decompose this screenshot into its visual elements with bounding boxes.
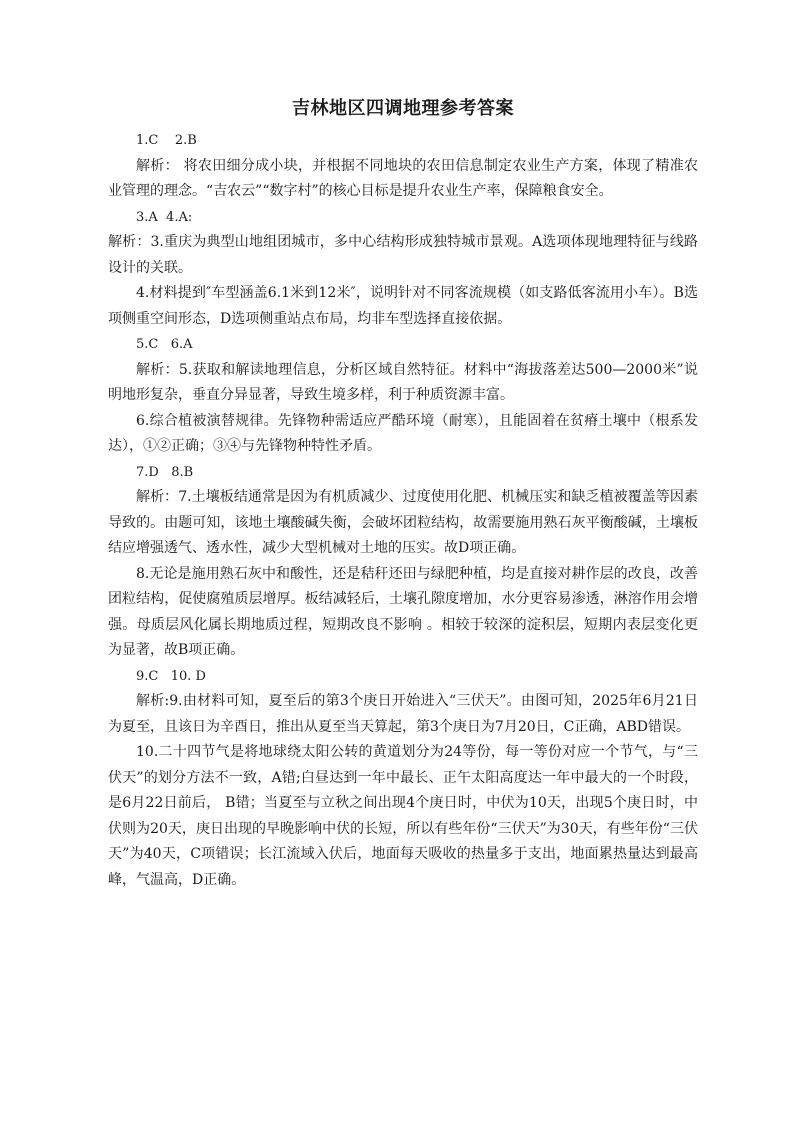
answer-document <box>108 96 698 893</box>
explanation-4: 4.材料提到″车型涵盖6.1米到12米″，说明针对不同客流规模（如支路低客流用小车）。B选项侧重空间形态，D选项侧重站点布局，均非车型选择直接依据。 <box>108 285 698 327</box>
answer-line-1-2: 1.C 2.B <box>136 133 197 148</box>
explanation-3: 解析：3.重庆为典型山地组团城市，多中心结构形成独特城市景观。A选项体现地理特征与线路设计的关联。 <box>108 234 698 276</box>
answer-line-5-6: 5.C 6.A <box>136 337 193 352</box>
explanation-10: 10.二十四节气是将地球绕太阳公转的黄道划分为24等份，每一等份对应一个节气，与“三伏天”的划分方法不一致，A错;白昼达到一年中最长、正午太阳高度达一年中最大的一个时段，是6月22日前后， B错；当夏至与立秋之间出现4个庚日时，中伏为10天，出现5个庚日时，中伏则为20天，庚日出现的早晚影响中伏的长短，所以有些年份“三伏天”为30天，有些年份“三伏天”为40天，C项错误；长江流域入伏后，地面每天吸收的热量多于支出，地面累热量达到最高峰，气温高，D正确。 <box>108 744 698 888</box>
explanation-8: 8.无论是施用熟石灰中和酸性，还是秸秆还田与绿肥种植，均是直接对耕作层的改良，改善团粒结构，促使腐殖质层增厚。板结减轻后，土壤孔隙度增加，水分更容易渗透，淋溶作用会增强。母质层风化属长期地质过程，短期改良不影响 。相较于较深的淀积层，短期内表层变化更为显著，故B项正确。 <box>108 565 698 658</box>
answer-line-3-4: 3.A 4.A: <box>136 209 193 225</box>
explanation-1-2: 解析： 将农田细分成小块，并根据不同地块的农田信息制定农业生产方案，体现了精准农业管理的理念。“吉农云”“数字村”的核心目标是提升农业生产率，保障粮食安全。 <box>108 157 698 199</box>
answer-line-9-10: 9.C 10. D <box>136 668 206 684</box>
explanation-6: 6.综合植被演替规律。先锋物种需适应严酷环境（耐寒），且能固着在贫瘠土壤中（根系发达），①②正确；③④与先锋物种特性矛盾。 <box>108 412 698 454</box>
explanation-7: 解析：7.土壤板结通常是因为有机质减少、过度使用化肥、机械压实和缺乏植被覆盖等因素导致的。由题可知，该地土壤酸碱失衡，会破坏团粒结构，故需要施用熟石灰平衡酸碱，土壤板结应增强透气、透水性，减少大型机械对土地的压实。故D项正确。 <box>108 489 698 556</box>
answer-line-7-8: 7.D 8.B <box>136 464 194 480</box>
explanation-9: 解析:9.由材料可知，夏至后的第3个庚日开始进入“三伏天”。由图可知，2025年6月21日为夏至，且该日为辛酉日，推出从夏至当天算起，第3个庚日为7月20日，C正确，ABD错误。 <box>108 693 698 735</box>
explanation-5: 解析：5.获取和解读地理信息，分析区域自然特征。材料中“海拔落差达500—2000米”说明地形复杂，垂直分异显著，导致生境多样，利于种质资源丰富。 <box>108 361 698 403</box>
document-title: 吉林地区四调地理参考答案 <box>292 98 514 119</box>
